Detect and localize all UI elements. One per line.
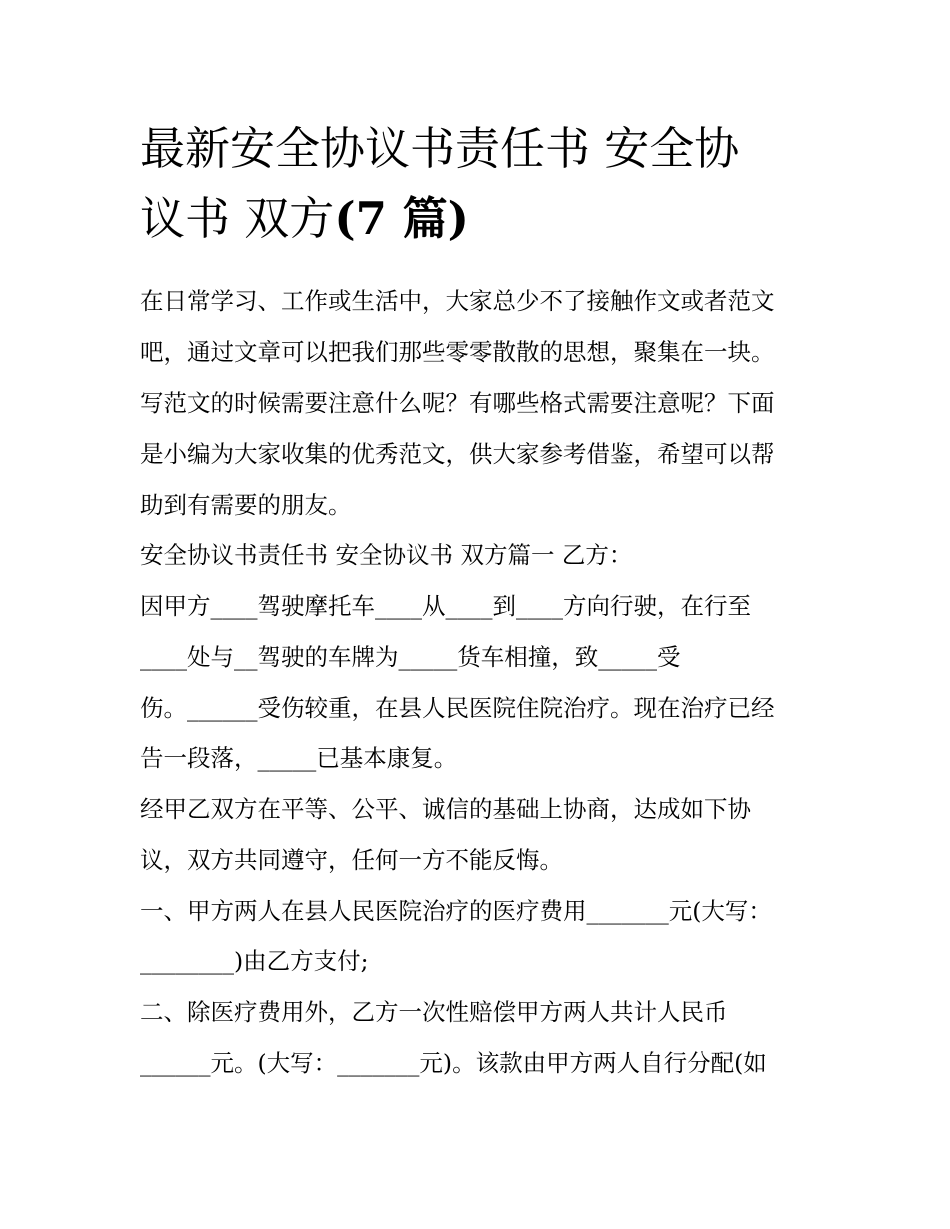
body-line: 告一段落，_____已基本康复。 [140, 744, 458, 772]
body-line: 因甲方____驾驶摩托车____从____到____方向行驶，在行至 [140, 592, 751, 620]
title-line-1: 最新安全协议书责任书 安全协 [140, 122, 740, 175]
clause-line: 一、甲方两人在县人民医院治疗的医疗费用_______元(大写： [140, 897, 772, 925]
title-line-2-suffix: (7 篇) [334, 192, 469, 245]
title-line-2-prefix: 议书 双方 [140, 192, 335, 245]
body-line: 吧，通过文章可以把我们那些零零散散的思想，聚集在一块。 [140, 338, 775, 366]
body-line: 在日常学习、工作或生活中，大家总少不了接触作文或者范文 [140, 287, 775, 315]
body-line: 经甲乙双方在平等、公平、诚信的基础上协商，达成如下协 [140, 795, 751, 823]
body-line: 伤。______受伤较重，在县人民医院住院治疗。现在治疗已经 [140, 694, 775, 722]
clause-line: 二、除医疗费用外，乙方一次性赔偿甲方两人共计人民币 [140, 998, 728, 1026]
body-line: 写范文的时候需要注意什么呢？有哪些格式需要注意呢？下面 [140, 389, 775, 417]
document-title [140, 114, 820, 254]
clause-line: ______元。(大写：_______元)。该款由甲方两人自行分配(如 [140, 1049, 767, 1077]
clause-line: ________)由乙方支付; [140, 947, 369, 975]
section-heading: 安全协议书责任书 安全协议书 双方篇一 乙方： [140, 541, 633, 569]
body-line: 议，双方共同遵守，任何一方不能反悔。 [140, 846, 563, 874]
body-line: 是小编为大家收集的优秀范文，供大家参考借鉴，希望可以帮 [140, 440, 775, 468]
body-line: 助到有需要的朋友。 [140, 491, 352, 519]
body-line: ____处与__驾驶的车牌为_____货车相撞，致_____受 [140, 643, 681, 671]
